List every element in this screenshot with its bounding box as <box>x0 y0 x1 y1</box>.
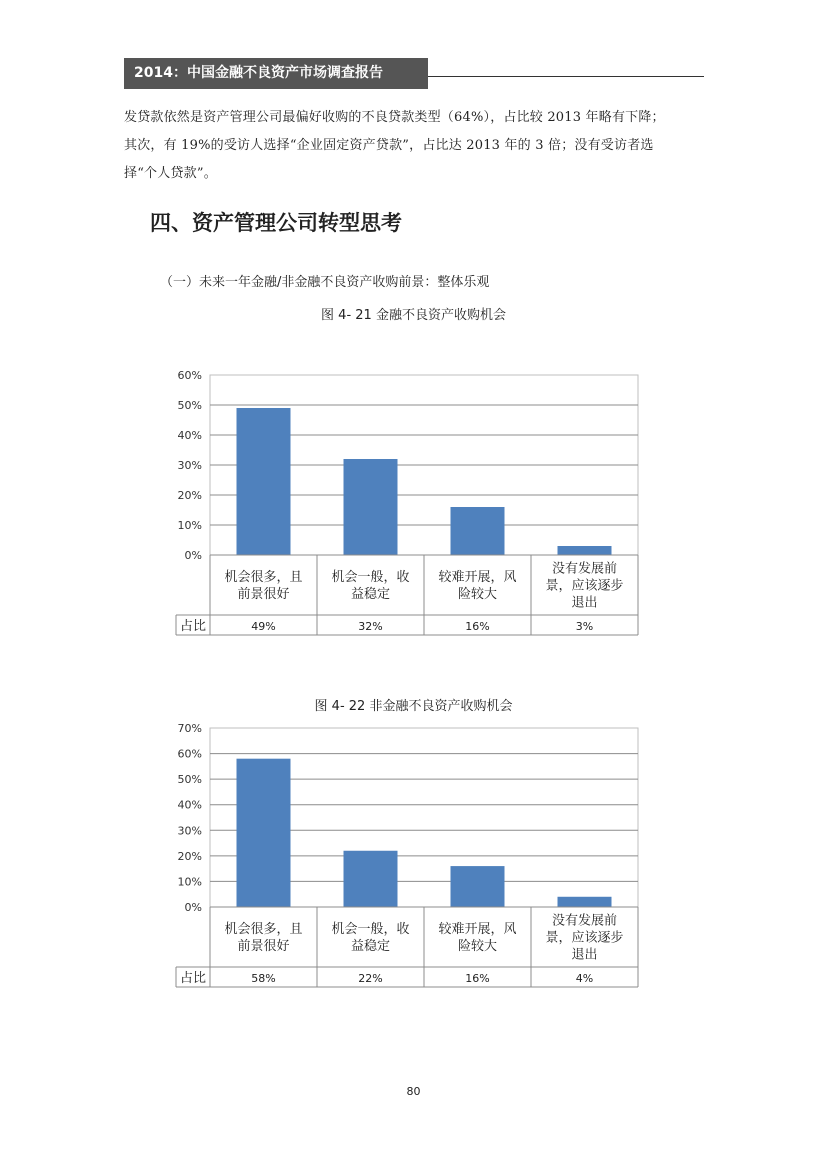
y-tick-label: 20% <box>177 849 202 863</box>
category-label: 退出 <box>571 595 598 611</box>
category-label: 较难开展，风 <box>438 922 517 937</box>
page-number: 80 <box>406 1085 421 1098</box>
data-label: 58% <box>251 972 276 985</box>
y-tick-label: 60% <box>177 369 202 382</box>
table-row-label: 占比 <box>180 619 207 634</box>
bar-2 <box>344 851 398 907</box>
y-tick-label: 10% <box>177 875 202 889</box>
data-label: 49% <box>251 620 276 633</box>
bar-4 <box>558 897 612 907</box>
category-label: 前景很好 <box>237 939 290 954</box>
section-heading: 四、资产管理公司转型思考 <box>150 211 402 235</box>
table-row-label: 占比 <box>180 971 207 986</box>
data-label: 3% <box>575 620 594 633</box>
category-label: 较难开展，风 <box>438 570 517 585</box>
chart-1-title: 图 4- 21 金融不良资产收购机会 <box>321 308 506 323</box>
bar-1 <box>237 408 291 555</box>
data-label: 32% <box>358 620 383 633</box>
y-tick-label: 30% <box>177 824 202 838</box>
category-label: 险较大 <box>457 587 498 602</box>
category-label: 没有发展前 <box>551 913 618 929</box>
bar-2 <box>344 459 398 555</box>
subsection-heading: （一）未来一年金融/非金融不良资产收购前景：整体乐观 <box>160 275 490 290</box>
category-label: 机会一般，收 <box>331 922 410 937</box>
y-tick-label: 0% <box>184 549 202 562</box>
category-label: 机会很多，且 <box>224 570 303 585</box>
chart-2-nonfinancial-npa-opportunity <box>0 715 827 1005</box>
data-label: 4% <box>575 972 594 985</box>
bar-4 <box>558 546 612 555</box>
data-label: 16% <box>465 620 490 633</box>
category-label: 景，应该逐步 <box>545 930 624 946</box>
body-paragraph <box>124 104 704 188</box>
report-header-title: 2014：中国金融不良资产市场调查报告 <box>124 58 428 89</box>
body-line-1: 发贷款依然是资产管理公司最偏好收购的不良贷款类型（64%），占比较 2013 年略有下降； <box>124 110 665 125</box>
bar-3 <box>451 866 505 907</box>
body-line-3: 择“个人贷款”。 <box>124 166 217 181</box>
y-tick-label: 0% <box>184 901 202 914</box>
bar-1 <box>237 759 291 907</box>
header-rule <box>428 76 704 77</box>
chart-1-financial-npa-opportunity <box>0 360 827 650</box>
y-tick-label: 50% <box>177 773 202 787</box>
category-label: 退出 <box>571 947 598 963</box>
y-tick-label: 20% <box>177 489 202 502</box>
data-label: 16% <box>465 972 490 985</box>
y-tick-label: 50% <box>177 399 202 412</box>
body-line-2: 其次，有 19%的受访人选择“企业固定资产贷款”，占比达 2013 年的 3 倍；没有受访者选 <box>124 138 654 153</box>
chart-2-title: 图 4- 22 非金融不良资产收购机会 <box>314 699 513 714</box>
y-tick-label: 10% <box>177 519 202 532</box>
y-tick-label: 40% <box>177 429 202 442</box>
category-label: 景，应该逐步 <box>545 578 624 594</box>
y-tick-label: 70% <box>177 722 202 735</box>
category-label: 机会很多，且 <box>224 922 303 937</box>
y-tick-label: 30% <box>177 459 202 472</box>
category-label: 益稳定 <box>350 939 391 954</box>
data-label: 22% <box>358 972 383 985</box>
bar-3 <box>451 507 505 555</box>
category-label: 险较大 <box>457 939 498 954</box>
category-label: 益稳定 <box>350 587 391 602</box>
y-tick-label: 40% <box>177 798 202 812</box>
category-label: 机会一般，收 <box>331 570 410 585</box>
category-label: 没有发展前 <box>551 561 618 577</box>
y-tick-label: 60% <box>177 747 202 761</box>
category-label: 前景很好 <box>237 587 290 602</box>
